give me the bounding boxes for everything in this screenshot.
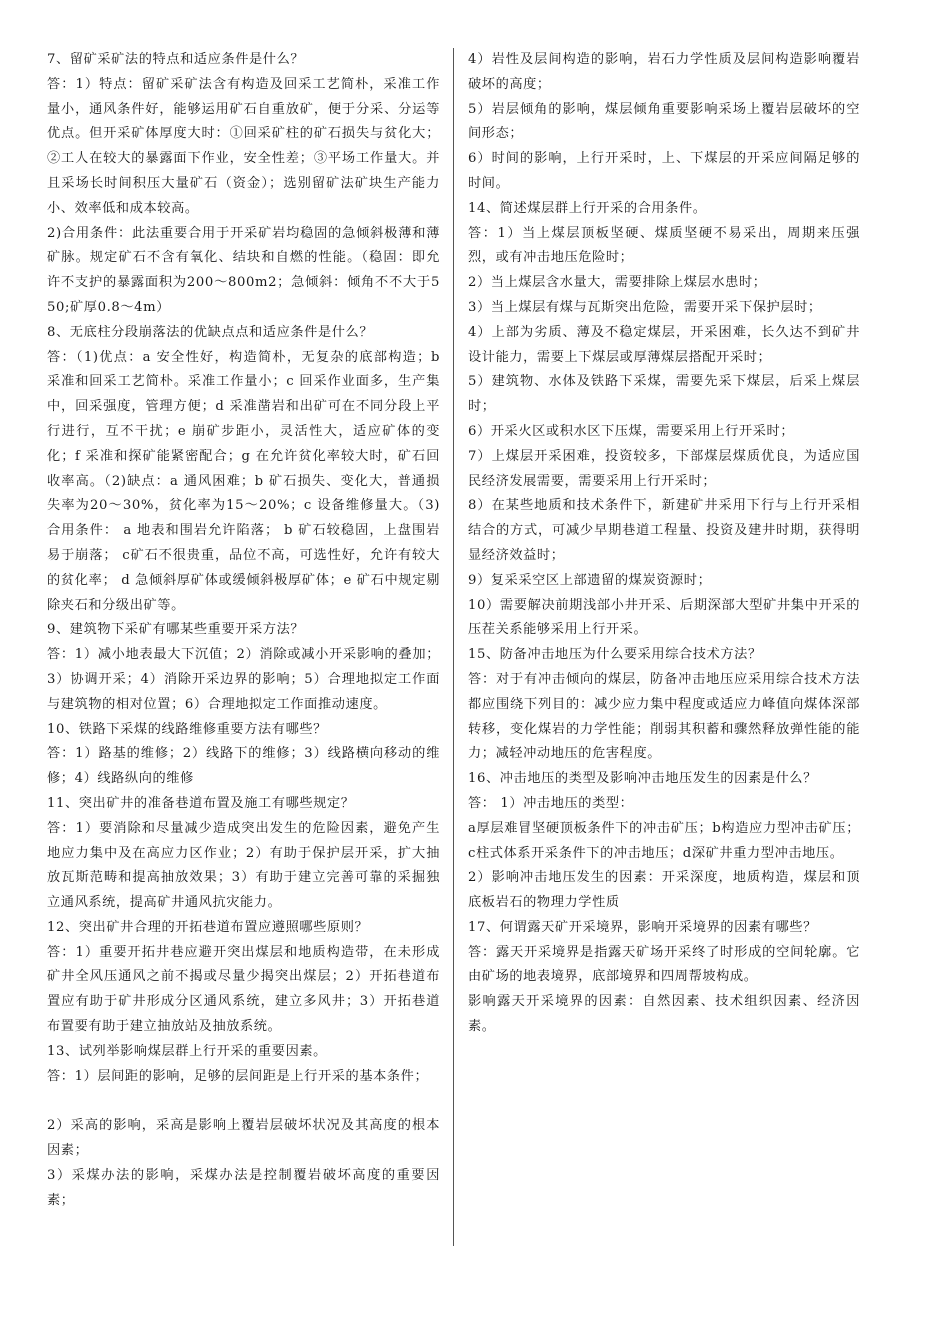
- answer-14-item-6: 6）开采火区或积水区下压煤，需要采用上行开采时；: [468, 423, 795, 439]
- answer-7-features: 答：1）特点：留矿采矿法含有构造及回采工艺简朴，采准工作量小，通风条件好，能够运用矿石自重放矿，便于分采、分运等优点。但开采矿体厚度大时：①回采矿柱的矿石损失与贫化大；②工人在较大的暴露面下作业，安全性差；③平场工作量大。并且采场长时间积压大量矿石（资金）；选别留矿法矿块生产能力小、效率低和成本较高。: [47, 76, 440, 216]
- answer-14-item-1: 答：1）当上煤层顶板坚硬、煤质坚硬不易采出，周期来压强烈，或有冲击地压危险时；: [468, 225, 860, 266]
- question-13-title: 13、试列举影响煤层群上行开采的重要因素。: [47, 1043, 327, 1059]
- question-9-title: 9、建筑物下采矿有哪某些重要开采方法？: [47, 622, 305, 638]
- answer-14-item-9: 9）复采采空区上部遗留的煤炭资源时；: [468, 572, 712, 588]
- answer-14-item-8: 8）在某些地质和技术条件下，新建矿井采用下行与上行开采相结合的方式，可减少早期巷道工程量、投资及建井时期，获得明显经济效益时；: [468, 498, 860, 563]
- answer-10: 答：1）路基的维修；2）线路下的维修；3）线路横向移动的维修；4）线路纵向的维修: [47, 746, 440, 787]
- column-divider: [453, 48, 454, 1246]
- answer-14-item-10: 10）需要解决前期浅部小井开采、后期深部大型矿井集中开采的压茬关系能够采用上行开采。: [468, 597, 860, 638]
- answer-16-types: a厚层难冒坚硬顶板条件下的冲击矿压；b构造应力型冲击矿压；c柱式体系开采条件下的冲击地压；d深矿井重力型冲击地压。: [468, 820, 860, 861]
- answer-17-factors: 影响露天开采境界的因素：自然因素、技术组织因素、经济因素。: [468, 994, 860, 1035]
- blank-line: [47, 1089, 440, 1114]
- answer-17-definition: 答：露天开采境界是指露天矿场开采终了时形成的空间轮廓。它由矿场的地表境界，底部境界和四周帮坡构成。: [468, 944, 860, 985]
- answer-14-item-2: 2）当上煤层含水量大，需要排除上煤层水患时；: [468, 275, 767, 291]
- question-10-title: 10、铁路下采煤的线路维修重要方法有哪些？: [47, 721, 327, 737]
- right-column: [468, 48, 860, 1040]
- answer-15: 答：对于有冲击倾向的煤层，防备冲击地压应采用综合技术方法都应围绕下列目的：减少应力集中程度或适应力峰值向煤体深部转移，变化煤岩的力学性能；削弱其积蓄和骤然释放弹性能的能力；减轻冲动地压的危害程度。: [468, 671, 860, 762]
- answer-16-types-heading: 答： 1）冲击地压的类型：: [468, 795, 634, 811]
- question-8-title: 8、无底柱分段崩落法的优缺点点和适应条件是什么？: [47, 324, 374, 340]
- answer-13-item-2: 2）采高的影响，采高是影响上覆岩层破坏状况及其高度的根本因素；: [47, 1118, 440, 1159]
- answer-14-item-3: 3）当上煤层有煤与瓦斯突出危险，需要开采下保护层时；: [468, 299, 822, 315]
- answer-7-conditions: 2)合用条件：此法重要合用于开采矿岩均稳固的急倾斜极薄和薄矿脉。规定矿石不含有氧化、结块和自燃的性能。（稳固：即允许不支护的暴露面积为200～800m2；急倾斜：倾角不不大于550;矿厚0.8～4m）: [47, 225, 440, 315]
- answer-13-item-4: 4）岩性及层间构造的影响，岩石力学性质及层间构造影响覆岩破坏的高度；: [468, 52, 860, 92]
- answer-13-item-1: 答：1）层间距的影响，足够的层间距是上行开采的基本条件；: [47, 1068, 429, 1084]
- answer-14-item-5: 5）建筑物、水体及铁路下采煤，需要先采下煤层，后采上煤层时；: [468, 374, 860, 415]
- answer-8: 答：（1)优点：a 安全性好，构造简朴，无复杂的底部构造；b 采准和回采工艺简朴。采准工作量小；c 回采作业面多，生产集中，回采强度，管理方便；d 采准凿岩和出矿可在不同分段上平行进行，互不干扰；e 崩矿步距小，灵活性大，适应矿体的变化；f 采准和探矿能紧密配合；g 在允许贫化率较大时，矿石回收率高。（2)缺点：a 通风困难；b 矿石损失、变化大，普通损失率为20～30%，贫化率为15～20%；c 设备维修量大。（3)合用条件： a 地表和围岩允许陷落； b 矿石较稳固，上盘围岩易于崩落； c矿石不很贵重，品位不高，可选性好，允许有较大的贫化率； d 急倾斜厚矿体或缓倾斜极厚矿体；e 矿石中规定剔除夹石和分级出矿等。: [47, 349, 445, 613]
- answer-12: 答：1）重要开拓井巷应避开突出煤层和地质构造带，在未形成矿井全风压通风之前不揭或尽量少揭突出煤层；2）开拓巷道布置应有助于矿井形成分区通风系统，建立多风井；3）开拓巷道布置要有助于建立抽放站及抽放系统。: [47, 944, 440, 1035]
- answer-9: 答：1）减小地表最大下沉值；2）消除或减小开采影响的叠加；3）协调开采；4）消除开采边界的影响；5）合理地拟定工作面与建筑物的相对位置；6）合理地拟定工作面推动速度。: [47, 647, 440, 712]
- question-12-title: 12、突出矿井合理的开拓巷道布置应遵照哪些原则？: [47, 919, 369, 935]
- answer-14-item-4: 4）上部为劣质、薄及不稳定煤层，开采困难，长久达不到矿井设计能力，需要上下煤层或厚薄煤层搭配开采时；: [468, 324, 860, 365]
- question-14-title: 14、简述煤层群上行开采的合用条件。: [468, 200, 707, 216]
- answer-14-item-7: 7）上煤层开采困难，投资较多，下部煤层煤质优良，为适应国民经济发展需要，需要采用上行开采时；: [468, 448, 860, 489]
- question-7-title: 7、留矿采矿法的特点和适应条件是什么？: [47, 52, 305, 67]
- answer-16-factors: 2）影响冲击地压发生的因素：开采深度，地质构造，煤层和顶底板岩石的物理力学性质: [468, 870, 860, 911]
- question-15-title: 15、防备冲击地压为什么要采用综合技术方法？: [468, 647, 762, 663]
- answer-13-item-6: 6）时间的影响，上行开采时，上、下煤层的开采应间隔足够的时间。: [468, 151, 860, 191]
- question-11-title: 11、突出矿井的准备巷道布置及施工有哪些规定？: [47, 795, 355, 811]
- answer-11: 答：1）要消除和尽量减少造成突出发生的危险因素，避免产生地应力集中及在高应力区作业；2）有助于保护层开采，扩大抽放瓦斯范畴和提高抽放效果；3）有助于建立完善可靠的采掘独立通风系统，提高矿井通风抗灾能力。: [47, 820, 440, 911]
- answer-13-item-3: 3）采煤办法的影响，采煤办法是控制覆岩破坏高度的重要因素；: [47, 1167, 440, 1208]
- left-column: [47, 48, 445, 1213]
- question-17-title: 17、何谓露天矿开采境界，影响开采境界的因素有哪些？: [468, 919, 817, 935]
- answer-13-item-5: 5）岩层倾角的影响，煤层倾角重要影响采场上覆岩层破坏的空间形态；: [468, 101, 860, 142]
- question-16-title: 16、冲击地压的类型及影响冲击地压发生的因素是什么？: [468, 771, 817, 787]
